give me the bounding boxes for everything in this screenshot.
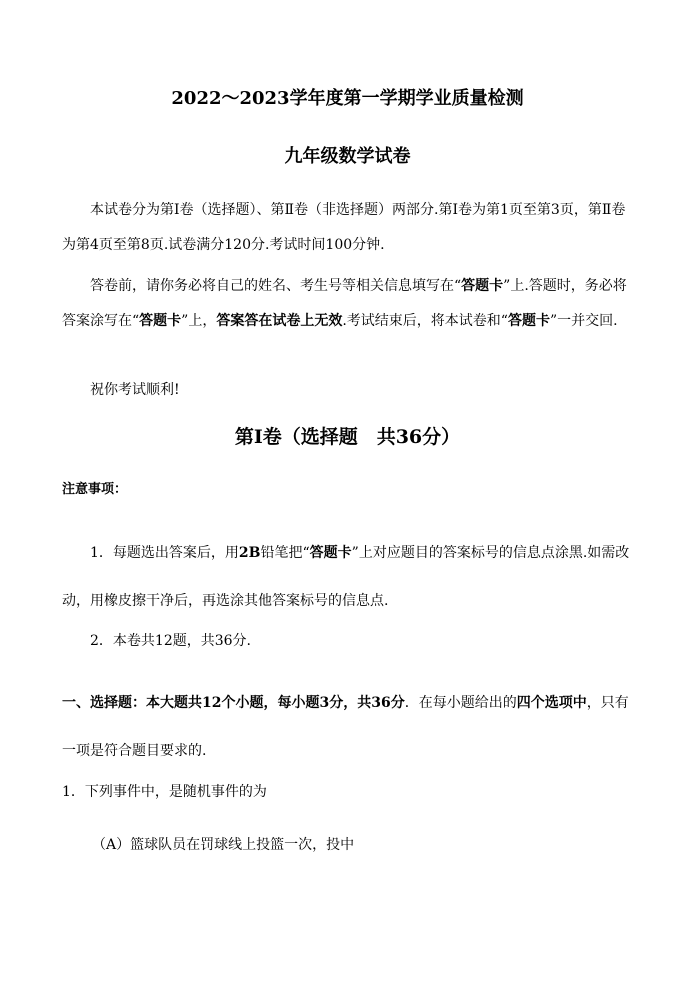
section-bold-1: 本大题共12个小题，每小题3分，共36分 <box>146 695 405 711</box>
part1-title: 第Ⅰ卷（选择题 共36分） <box>234 426 461 448</box>
section-heading <box>62 679 638 775</box>
section-text-1: 一、选择题： <box>62 695 146 711</box>
question-1-stem: 1．下列事件中，是随机事件的为 <box>62 784 267 800</box>
note1-bold-1: 2B <box>238 545 261 561</box>
intro-p2-text-2: ”上.答题时，务必将答案涂写在“ <box>62 278 627 329</box>
intro-p2-text-1: 答卷前，请你务必将自己的姓名、考生号等相关信息填写在“ <box>90 278 462 294</box>
section-bold-2: 四个选项中 <box>516 695 587 711</box>
note1-bold-2: 答题卡 <box>309 545 352 561</box>
note1-text-3: ”上对应题目的答案标号的信息点涂黑.如需改动，用橡皮擦干净后，再选涂其他答案标号的信息点. <box>62 545 630 609</box>
intro-p2-text-4: .考试结束后，将本试卷和“ <box>342 313 508 329</box>
section-text-3: ，只有一项是符合题目要求的. <box>62 695 629 759</box>
exam-subtitle: 九年级数学试卷 <box>284 146 411 167</box>
note-2: 2．本卷共12题，共36分. <box>90 633 251 649</box>
intro-paragraph-1: 本试卷分为第Ⅰ卷（选择题）、第Ⅱ卷（非选择题）两部分.第Ⅰ卷为第1页至第3页，第Ⅱ卷为第4页至第8页.试卷满分120分.考试时间100分钟. <box>62 202 626 253</box>
intro-paragraph-2 <box>62 269 636 339</box>
note1-text-2: 铅笔把“ <box>260 545 310 561</box>
intro-p2-bold-1: 答题卡 <box>461 278 504 294</box>
intro-p2-text-3: ”上， <box>181 313 217 329</box>
good-luck-text: 祝你考试顺利! <box>90 382 180 398</box>
intro-p2-bold-4: 答题卡 <box>507 313 550 329</box>
intro-p2-text-5: ”一并交回. <box>549 313 618 329</box>
notes-heading: 注意事项： <box>62 482 128 497</box>
intro-p2-bold-2: 答题卡 <box>139 313 182 329</box>
question-1-option-a: （A）篮球队员在罚球线上投篮一次，投中 <box>92 837 355 853</box>
section-text-2: ．在每小题给出的 <box>404 695 517 711</box>
note1-text-1: 1．每题选出答案后，用 <box>90 545 239 561</box>
intro-p2-bold-3: 答案答在试卷上无效 <box>216 313 343 329</box>
note-1 <box>62 529 636 625</box>
exam-title: 2022～2023学年度第一学期学业质量检测 <box>171 88 524 109</box>
